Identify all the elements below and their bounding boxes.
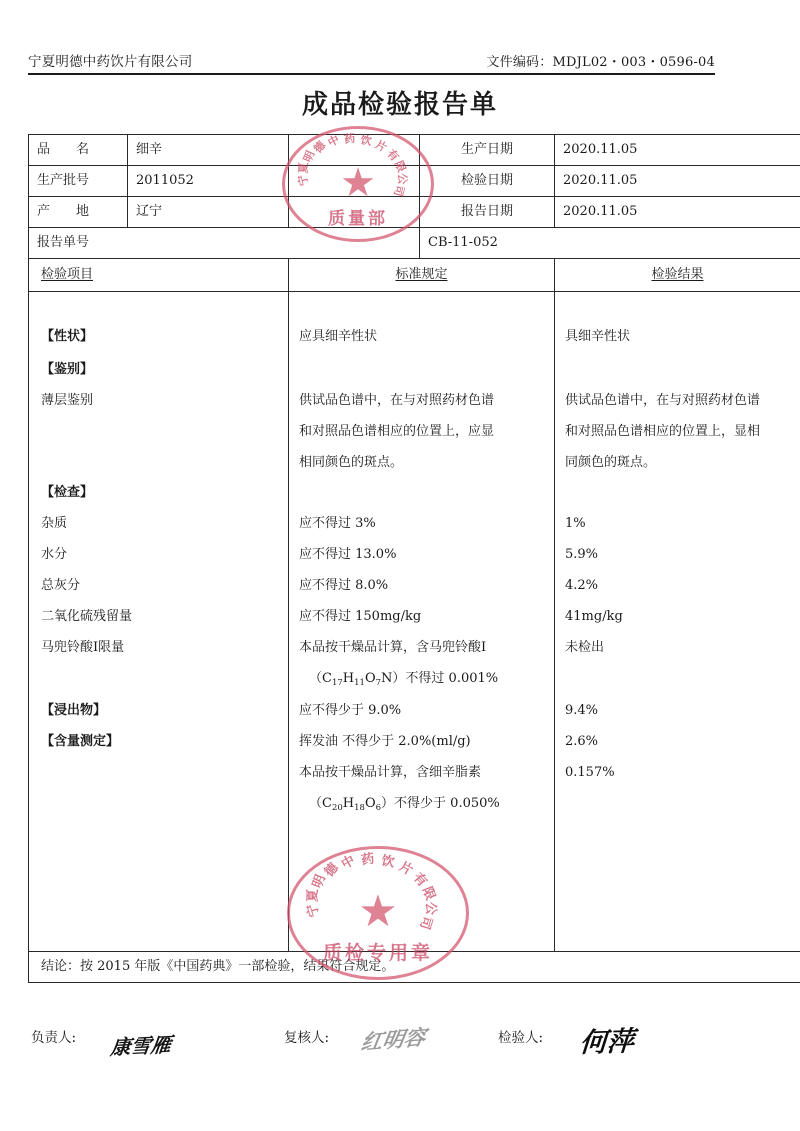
- origin-label-text: 产 地: [37, 203, 90, 219]
- spacer-cell-2: [289, 166, 420, 197]
- res-tlc-l2: 和对照品色谱相应的位置上，显相: [565, 424, 761, 439]
- seal-arc-char: 司: [391, 183, 407, 198]
- seal-arc-char: 饮: [380, 853, 396, 871]
- seal-arc-char: 夏: [296, 161, 311, 174]
- product-name-label-text: 品 名: [37, 141, 90, 157]
- formula-2-pre: （C: [309, 796, 332, 811]
- formula-2-mid-2: O: [364, 796, 376, 811]
- column-header-item-text: 检验项目: [41, 266, 94, 282]
- std-assay-asarinin-l1: 本品按干燥品计算，含细辛脂素: [299, 765, 482, 780]
- std-assay-oil: 挥发油 不得少于 2.0%(ml/g): [299, 734, 471, 749]
- formula-1-post: ）不得过 0.001%: [392, 671, 499, 686]
- responsible-label: 负责人:: [31, 1030, 77, 1046]
- standard-column: [289, 292, 555, 952]
- seal-arc-char: 限: [392, 158, 409, 175]
- batch-value: 2011052: [128, 166, 289, 197]
- item-extractives: 【浸出物】: [41, 703, 107, 718]
- result-column: [555, 292, 800, 952]
- document-code: [486, 51, 715, 70]
- formula-1-mid-1: H: [342, 671, 355, 686]
- res-extractives: 9.4%: [565, 703, 599, 718]
- seal-bottom-star-icon: ★: [358, 886, 398, 938]
- inspector-label: 检验人:: [498, 1030, 544, 1046]
- std-aristolochic-l1: 本品按干燥品计算，含马兜铃酸Ⅰ: [299, 640, 487, 655]
- std-moisture: 应不得过 13.0%: [299, 547, 397, 562]
- seal-top-star-icon: ★: [340, 160, 376, 207]
- report-date-value: 2020.11.05: [555, 197, 800, 228]
- std-tlc-l3: 相同颜色的斑点。: [299, 455, 404, 470]
- item-aristolochic-acid: 马兜铃酸Ⅰ限量: [41, 640, 125, 655]
- formula-2-mid-1: H: [342, 796, 355, 811]
- seal-arc-char: 药: [360, 851, 376, 869]
- seal-arc-char: 明: [310, 872, 329, 891]
- reviewer-signature: 红明容: [359, 1024, 428, 1055]
- document-header: [28, 50, 715, 70]
- responsible-signature: 康雪雁: [109, 1032, 173, 1060]
- formula-2-post: ）不得少于 0.050%: [381, 796, 500, 811]
- seal-arc-char: 司: [416, 914, 435, 932]
- res-tlc-l1: 供试品色谱中，在与对照药材色谱: [565, 393, 761, 408]
- seal-arc-char: 中: [339, 853, 358, 873]
- item-properties: 【性状】: [41, 329, 94, 344]
- item-moisture: 水分: [41, 547, 68, 562]
- report-number-label: 报告单号: [29, 228, 420, 259]
- inspection-date-label: 检验日期: [420, 166, 555, 197]
- items-column: [29, 292, 289, 952]
- seal-arc-char: 明: [301, 148, 318, 165]
- batch-label: 生产批号: [29, 166, 128, 197]
- column-header-result-text: 检验结果: [651, 266, 704, 282]
- header-divider: [28, 73, 715, 75]
- page-title: 成品检验报告单: [301, 90, 498, 120]
- table-row-product: [29, 135, 800, 166]
- std-impurities: 应不得过 3%: [299, 516, 376, 531]
- seal-arc-char: 限: [418, 884, 438, 903]
- res-properties: 具细辛性状: [565, 329, 631, 344]
- item-total-ash: 总灰分: [41, 578, 81, 593]
- product-name-value: 细辛: [128, 135, 289, 166]
- formula-2-sub-1: 20: [331, 803, 343, 813]
- report-number-value: CB-11-052: [420, 228, 800, 259]
- origin-label: [29, 197, 128, 228]
- std-asarinin-formula: [309, 796, 500, 813]
- item-tlc: 薄层鉴别: [41, 393, 94, 408]
- res-sulfur-dioxide: 41mg/kg: [565, 609, 623, 624]
- reviewer-label: 复核人:: [284, 1030, 330, 1046]
- spacer-cell-1: [289, 135, 420, 166]
- column-header-standard: [289, 259, 555, 292]
- production-date-value: 2020.11.05: [555, 135, 800, 166]
- document-code-label: 文件编码：: [486, 55, 553, 70]
- report-table: [28, 134, 800, 983]
- table-row-batch: [29, 166, 800, 197]
- seal-arc-char: 饮: [359, 133, 373, 149]
- std-properties: 应具细辛性状: [299, 329, 378, 344]
- production-date-label: 生产日期: [420, 135, 555, 166]
- table-row-origin: [29, 197, 800, 228]
- std-extractives: 应不得少于 9.0%: [299, 703, 402, 718]
- res-moisture: 5.9%: [565, 547, 599, 562]
- company-name: 宁夏明德中药饮片有限公司: [28, 54, 193, 70]
- item-examination: 【检查】: [41, 485, 94, 500]
- item-assay: 【含量测定】: [41, 734, 120, 749]
- seal-top-bottom-text: 质量部: [328, 209, 388, 229]
- seal-arc-char: 夏: [305, 888, 321, 903]
- seal-arc-char: 中: [325, 132, 342, 150]
- document-code-value: MDJL02・003・0596-04: [552, 55, 715, 70]
- res-total-ash: 4.2%: [565, 578, 599, 593]
- product-name-label: [29, 135, 128, 166]
- formula-1-mid-3: N: [381, 671, 393, 686]
- spacer-cell-3: [289, 197, 420, 228]
- seal-arc-char: 宁: [295, 173, 311, 188]
- std-tlc-l2: 和对照品色谱相应的位置上，应显: [299, 424, 495, 439]
- conclusion-text: 结论：按 2015 年版《中国药典》一部检验，结果符合规定。: [29, 952, 800, 983]
- seal-arc-char: 德: [311, 138, 329, 156]
- std-sulfur-dioxide: 应不得过 150mg/kg: [299, 609, 422, 624]
- origin-value: 辽宁: [128, 197, 289, 228]
- seal-arc-char: 药: [343, 131, 357, 147]
- item-impurities: 杂质: [41, 516, 68, 531]
- table-row-conclusion: [29, 952, 800, 983]
- seal-arc-char: 片: [373, 138, 389, 155]
- seal-arc-char: 公: [422, 901, 438, 916]
- res-aristolochic: 未检出: [565, 640, 605, 655]
- seal-arc-char: 公: [395, 172, 410, 185]
- item-sulfur-dioxide: 二氧化硫残留量: [41, 609, 133, 624]
- column-header-item: [29, 259, 289, 292]
- seal-arc-char: 有: [384, 146, 402, 164]
- res-tlc-l3: 同颜色的斑点。: [565, 455, 657, 470]
- report-date-label: 报告日期: [420, 197, 555, 228]
- column-header-result: [555, 259, 800, 292]
- formula-2-sub-2: 18: [354, 803, 365, 813]
- seal-bottom-bottom-text: 质检专用章: [322, 942, 433, 964]
- seal-arc-char: 有: [409, 870, 430, 890]
- item-identification: 【鉴别】: [41, 362, 94, 377]
- formula-1-sub-3: 7: [375, 678, 382, 688]
- seal-arc-char: 片: [396, 859, 416, 879]
- res-assay-asarinin: 0.157%: [565, 765, 615, 780]
- inspector-signature: 何萍: [578, 1026, 635, 1059]
- table-row-column-headers: [29, 259, 800, 292]
- seal-arc-char: 德: [321, 860, 342, 881]
- table-row-body: [29, 292, 800, 952]
- signature-row: [28, 1022, 715, 1082]
- column-header-standard-text: 标准规定: [395, 266, 448, 282]
- std-total-ash: 应不得过 8.0%: [299, 578, 389, 593]
- std-aristolochic-formula: [309, 671, 499, 688]
- std-tlc-l1: 供试品色谱中，在与对照药材色谱: [299, 393, 495, 408]
- formula-1-mid-2: O: [364, 671, 376, 686]
- formula-1-sub-2: 11: [354, 678, 365, 688]
- table-row-report-number: [29, 228, 800, 259]
- formula-2-sub-3: 6: [375, 803, 382, 813]
- formula-1-pre: （C: [309, 671, 332, 686]
- res-impurities: 1%: [565, 516, 586, 531]
- inspection-date-value: 2020.11.05: [555, 166, 800, 197]
- res-assay-oil: 2.6%: [565, 734, 599, 749]
- formula-1-sub-1: 17: [331, 678, 343, 688]
- seal-arc-char: 宁: [304, 901, 323, 919]
